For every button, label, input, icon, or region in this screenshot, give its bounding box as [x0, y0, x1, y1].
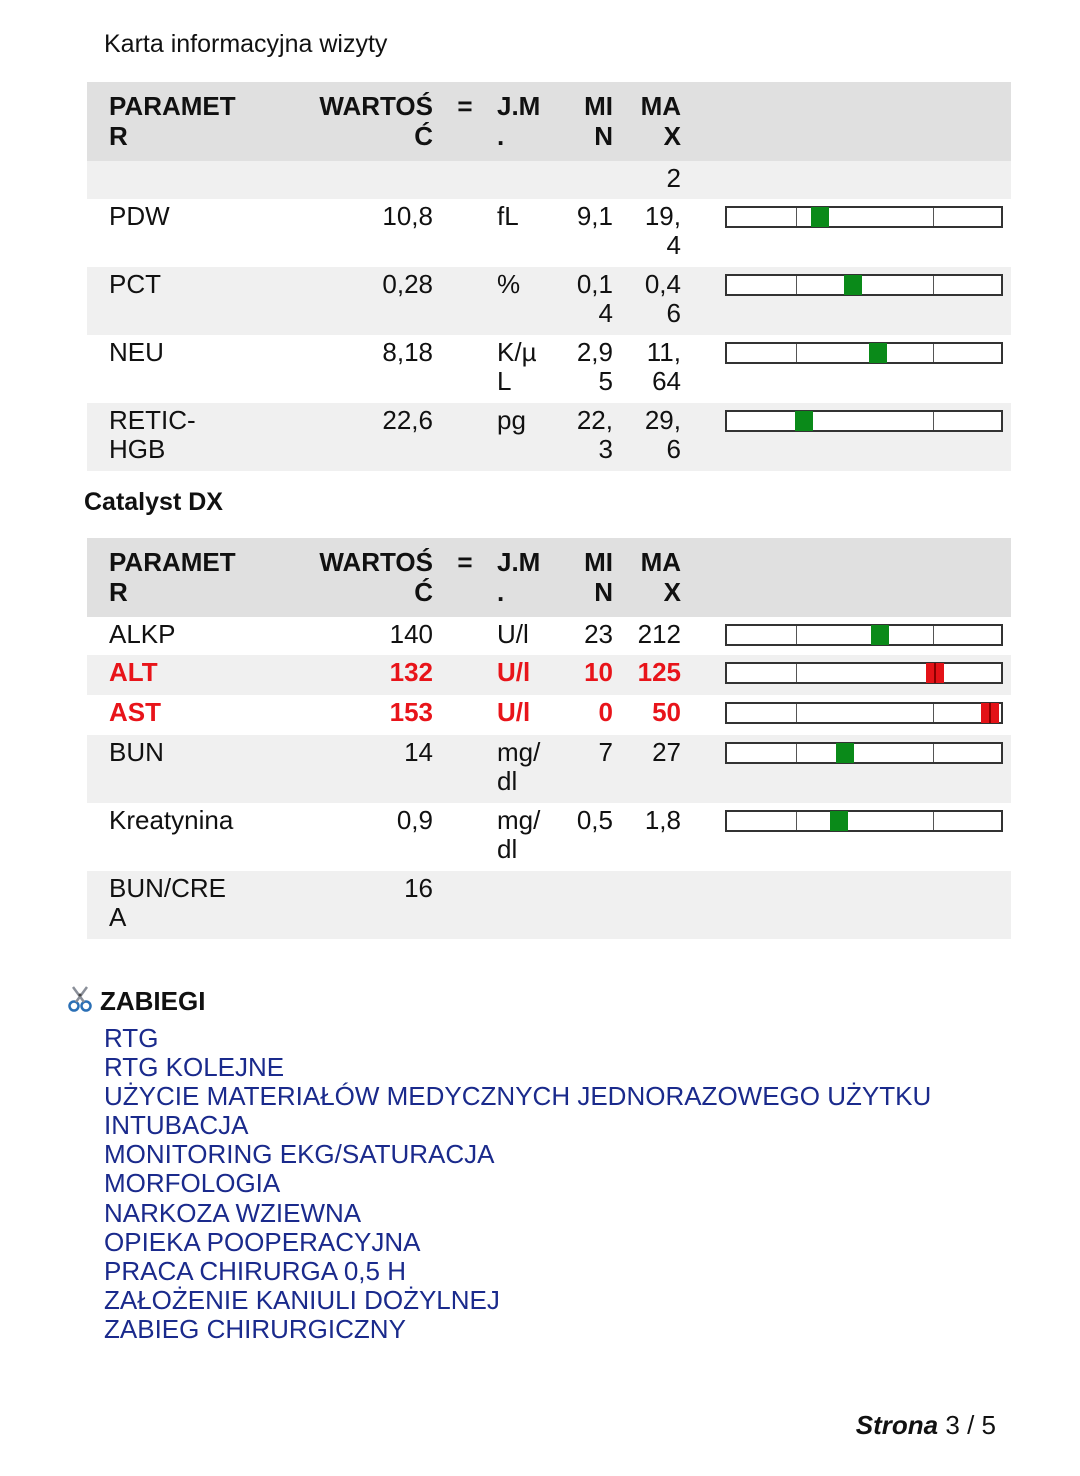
procedure-item: PRACA CHIRURGA 0,5 H [104, 1255, 406, 1286]
section-title-catalyst: Catalyst DX [84, 488, 223, 516]
cell-max: 11, 64 [646, 337, 681, 396]
column-header-max: MA X [640, 91, 681, 151]
range-bar-divider [796, 704, 798, 722]
cell-param: PDW [109, 201, 170, 231]
procedure-item: OPIEKA POOPERACYJNA [104, 1226, 421, 1257]
column-header-eq: = [457, 547, 473, 577]
table-header [87, 82, 1011, 161]
cell-param: ALKP [109, 619, 176, 649]
cell-unit: U/l [497, 657, 531, 687]
range-bar-divider [796, 344, 798, 362]
cell-param: BUN/CRE A [109, 873, 227, 932]
procedure-item: ZABIEG CHIRURGICZNY [104, 1313, 406, 1344]
range-bar-divider [796, 208, 798, 226]
cell-unit: pg [497, 405, 526, 435]
range-marker [795, 411, 813, 431]
lab-results-table-1 [87, 82, 1011, 471]
range-bar-divider [933, 412, 935, 430]
range-bar-divider [933, 812, 935, 830]
page-total: 5 [981, 1410, 996, 1440]
cell-unit: K/µ L [497, 337, 537, 396]
cell-unit: U/l [497, 619, 529, 649]
cell-value: 132 [389, 657, 433, 687]
page-label: Strona [855, 1410, 939, 1440]
table-row [87, 655, 1011, 695]
procedure-item: INTUBACJA [104, 1110, 249, 1141]
column-header-param: PARAMET R [109, 547, 236, 607]
range-bar-divider [796, 812, 798, 830]
cell-min: 9,1 [576, 201, 613, 231]
range-bar-divider [933, 626, 935, 644]
cell-param: PCT [109, 269, 161, 299]
range-marker [830, 811, 848, 831]
range-bar [725, 624, 1003, 646]
column-header-value: WARTOŚ Ć [319, 91, 433, 151]
cell-unit: mg/ dl [497, 805, 541, 864]
cell-max: 125 [637, 657, 681, 687]
cell-max: 1,8 [644, 805, 681, 835]
cell-unit: mg/ dl [497, 737, 541, 796]
cell-min: 0,5 [576, 805, 613, 835]
procedure-item: ZAŁOŻENIE KANIULI DOŻYLNEJ [104, 1284, 500, 1315]
column-header-eq: = [457, 91, 473, 121]
cell-param: RETIC- HGB [109, 405, 196, 464]
range-marker [811, 207, 829, 227]
cell-value: 153 [389, 697, 433, 727]
cell-min: 0 [598, 697, 613, 727]
table-row [87, 871, 1011, 939]
range-bar-divider [933, 344, 935, 362]
cell-unit: fL [497, 201, 519, 231]
cell-value: 10,8 [382, 201, 433, 231]
range-bar-divider [796, 664, 798, 682]
cell-param: BUN [109, 737, 164, 767]
table-row [87, 803, 1011, 871]
range-marker [926, 663, 944, 683]
cell-min: 0,1 4 [576, 269, 613, 328]
range-marker [869, 343, 887, 363]
range-bar-divider [933, 208, 935, 226]
range-bar [725, 702, 1003, 724]
range-bar-divider [796, 626, 798, 644]
cell-max: 29, 6 [644, 405, 681, 464]
column-header-min: MI N [584, 547, 613, 607]
table-header [87, 538, 1011, 617]
table-row [87, 403, 1011, 471]
zabiegi-list [104, 1024, 931, 1344]
cell-max: 27 [652, 737, 681, 767]
cell-max: 2 [666, 163, 681, 193]
cell-max: 50 [652, 697, 681, 727]
cell-min: 2,9 5 [576, 337, 613, 396]
cell-value: 0,28 [382, 269, 433, 299]
procedure-item: RTG KOLEJNE [104, 1052, 285, 1083]
range-bar [725, 410, 1003, 432]
column-header-value: WARTOŚ Ć [319, 547, 433, 607]
range-bar [725, 342, 1003, 364]
cell-value: 0,9 [396, 805, 433, 835]
scissors-icon [66, 984, 96, 1019]
table-row-carryover [87, 161, 1011, 199]
table-row [87, 267, 1011, 335]
cell-value: 16 [404, 873, 433, 903]
lab-results-table-2 [87, 538, 1011, 939]
table-row [87, 335, 1011, 403]
cell-param: NEU [109, 337, 164, 367]
page-number: 3 [945, 1410, 960, 1440]
cell-unit: % [497, 269, 521, 299]
range-bar [725, 206, 1003, 228]
page-footer [856, 1410, 996, 1441]
cell-param: Kreatynina [109, 805, 234, 835]
cell-min: 23 [584, 619, 613, 649]
cell-unit: U/l [497, 697, 531, 727]
cell-param: AST [109, 697, 161, 727]
range-marker [836, 743, 854, 763]
cell-value: 8,18 [382, 337, 433, 367]
range-marker [981, 703, 999, 723]
cell-max: 212 [637, 619, 681, 649]
range-marker [844, 275, 862, 295]
range-bar [725, 274, 1003, 296]
range-bar [725, 662, 1003, 684]
table-row [87, 199, 1011, 267]
range-bar-divider [796, 744, 798, 762]
column-header-max: MA X [640, 547, 681, 607]
cell-value: 22,6 [382, 405, 433, 435]
cell-min: 22, 3 [576, 405, 613, 464]
range-bar [725, 742, 1003, 764]
range-bar-divider [796, 276, 798, 294]
zabiegi-header [66, 984, 205, 1019]
range-bar-divider [933, 276, 935, 294]
cell-max: 0,4 6 [644, 269, 681, 328]
column-header-unit: J.M . [497, 547, 541, 607]
cell-max: 19, 4 [644, 201, 681, 260]
cell-value: 140 [389, 619, 433, 649]
range-bar [725, 810, 1003, 832]
page-separator: / [967, 1410, 975, 1440]
table-row [87, 617, 1011, 655]
table-row [87, 735, 1011, 803]
document-title: Karta informacyjna wizyty [104, 30, 388, 58]
procedure-item: MORFOLOGIA [104, 1168, 281, 1199]
range-marker [871, 625, 889, 645]
procedure-item: RTG [104, 1023, 159, 1053]
cell-min: 10 [584, 657, 613, 687]
range-bar-divider [933, 744, 935, 762]
cell-param: ALT [109, 657, 158, 687]
table-row [87, 695, 1011, 735]
column-header-param: PARAMET R [109, 91, 236, 151]
procedure-item: NARKOZA WZIEWNA [104, 1197, 362, 1228]
column-header-unit: J.M . [497, 91, 541, 151]
cell-value: 14 [404, 737, 433, 767]
zabiegi-title: ZABIEGI [100, 986, 206, 1016]
cell-min: 7 [598, 737, 613, 767]
range-bar-divider [933, 704, 935, 722]
column-header-min: MI N [584, 91, 613, 151]
procedure-item: UŻYCIE MATERIAŁÓW MEDYCZNYCH JEDNORAZOWEGO UŻYTKU [104, 1081, 932, 1112]
procedure-item: MONITORING EKG/SATURACJA [104, 1139, 495, 1170]
